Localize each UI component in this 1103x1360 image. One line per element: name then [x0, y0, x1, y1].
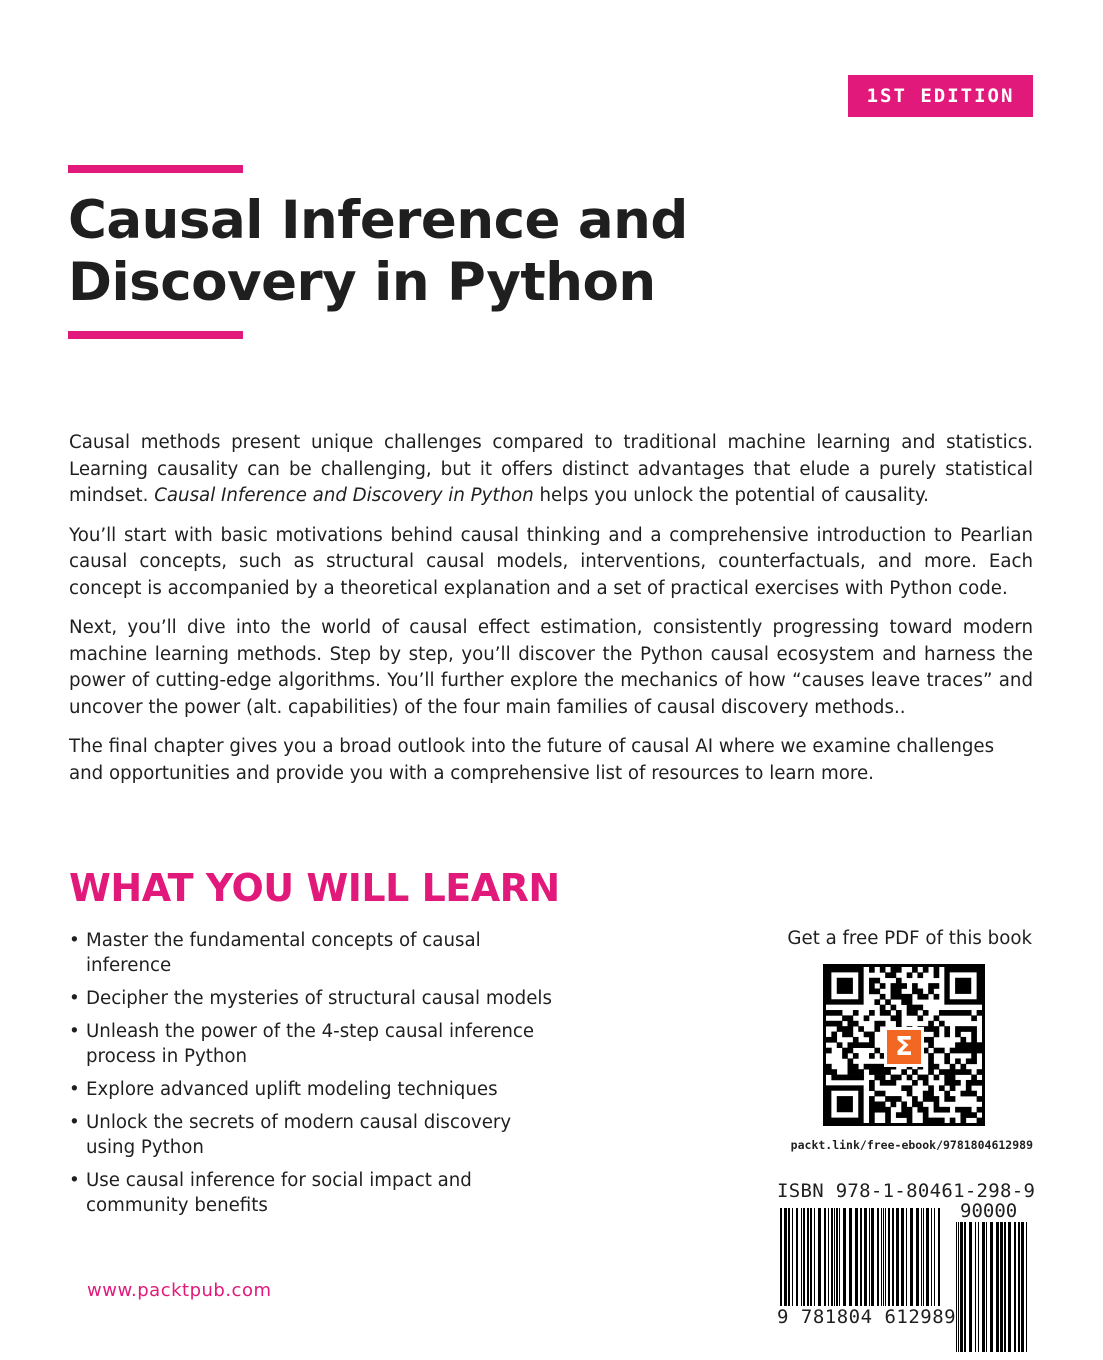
bullet-icon: •	[69, 1021, 80, 1042]
learn-item-text: Unlock the secrets of modern causal discovery using Python	[86, 1112, 512, 1158]
learn-item	[69, 1110, 536, 1160]
free-pdf-label: Get a free PDF of this book	[787, 928, 1032, 949]
learn-item-text: Explore advanced uplift modeling techniques	[86, 1079, 498, 1100]
description-paragraph-2: You’ll start with basic motivations behind causal thinking and a comprehensive introduction to Pearlian causal concepts, such as structural causal models, interventions, counterfactuals, and more. Each concept is accompanied by a theoretical explanation and a set of practical exercises with Python code.	[69, 524, 1033, 599]
description-paragraph-1	[69, 430, 1033, 510]
description-paragraph-3: Next, you’ll dive into the world of causal effect estimation, consistently progressing toward modern machine learning methods. Step by step, you’ll discover the Python causal ecosystem and harness the power of cutting-edge algorithms. You’ll further explore the mechanics of how “causes leave traces” and uncover the power (alt. capabilities) of the four main families of causal discovery methods..	[69, 617, 1033, 718]
addon-barcode	[956, 1222, 1028, 1352]
isbn-text: ISBN 978-1-80461-298-9	[777, 1180, 1036, 1202]
learn-list	[69, 928, 569, 1226]
learn-item-text: Master the fundamental concepts of causal inference	[86, 930, 481, 976]
description-paragraph-4: The final chapter gives you a broad outlook into the future of causal AI where we examine challenges and opportunities and provide you with a comprehensive list of resources to learn more.	[69, 736, 995, 784]
learn-item	[69, 1077, 569, 1102]
book-title-line-1: Causal Inference and	[68, 190, 688, 251]
description-text: helps you unlock the potential of causality.	[533, 485, 929, 506]
qr-code-graphic	[826, 967, 982, 1123]
free-ebook-url[interactable]: packt.link/free-ebook/9781804612989	[790, 1138, 1033, 1152]
bullet-icon: •	[69, 1170, 80, 1191]
learn-item	[69, 1168, 516, 1218]
qr-code[interactable]	[823, 964, 985, 1126]
learn-item-text: Unleash the power of the 4-step causal inference process in Python	[86, 1021, 535, 1067]
book-description	[69, 430, 1033, 800]
bullet-icon: •	[69, 1079, 80, 1100]
book-title-line-2: Discovery in Python	[68, 252, 656, 313]
title-rule-top	[68, 165, 243, 173]
barcode-digits: 9 781804 612989	[777, 1306, 957, 1328]
edition-badge: 1ST EDITION	[848, 75, 1033, 117]
ean-barcode	[780, 1208, 940, 1316]
learn-item	[69, 928, 569, 978]
title-rule-bottom	[68, 331, 243, 339]
bullet-icon: •	[69, 1112, 80, 1133]
learn-item	[69, 1019, 556, 1069]
bullet-icon: •	[69, 930, 80, 951]
book-title	[68, 190, 768, 314]
description-text: Causal methods present unique challenges compared to traditional machine learning and statistics. Learning causality can be challenging, but it offers distinct advantages that elude a purely statistical mindset.	[69, 432, 1033, 506]
bullet-icon: •	[69, 988, 80, 1009]
price-code: 90000	[960, 1200, 1018, 1222]
learn-item-text: Decipher the mysteries of structural causal models	[86, 988, 552, 1009]
learn-heading: WHAT YOU WILL LEARN	[69, 866, 560, 910]
learn-item-text: Use causal inference for social impact and community benefits	[86, 1170, 472, 1216]
qr-logo-glyph: Σ	[895, 1032, 913, 1062]
publisher-website-link[interactable]: www.packtpub.com	[87, 1280, 272, 1301]
book-title-italic: Causal Inference and Discovery in Python	[154, 485, 534, 506]
learn-item	[69, 986, 569, 1011]
